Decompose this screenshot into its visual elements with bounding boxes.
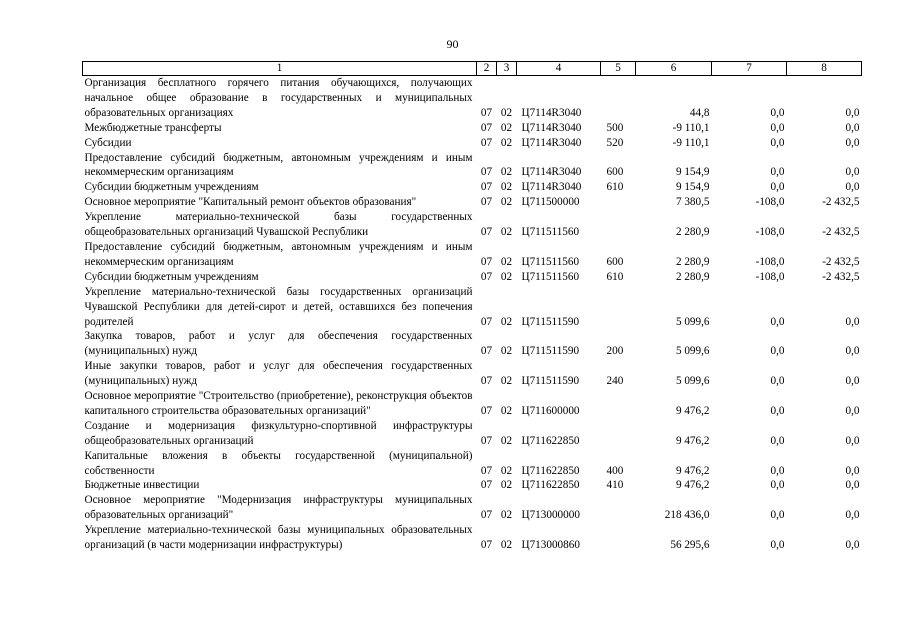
table-row xyxy=(83,449,862,479)
row-subsection: 02 xyxy=(500,196,513,209)
table-row xyxy=(83,285,862,330)
row-expense-type: 500 xyxy=(606,121,624,134)
row-subsection: 02 xyxy=(500,434,513,447)
row-amount-2: 0,0 xyxy=(770,166,785,179)
row-amount-2: 0,0 xyxy=(770,181,785,194)
row-expense-type: 610 xyxy=(606,181,624,194)
row-section: 07 xyxy=(480,226,493,239)
row-section: 07 xyxy=(480,196,493,209)
table-row xyxy=(83,359,862,389)
row-target-code: Ц713000860 xyxy=(521,539,580,552)
row-name: Основное мероприятие "Капитальный ремонт объектов образования" xyxy=(84,196,417,209)
row-name: Субсидии бюджетным учреждениям xyxy=(84,270,259,283)
row-amount-1: 5 099,6 xyxy=(675,345,710,358)
row-section: 07 xyxy=(480,166,493,179)
row-expense-type xyxy=(601,523,636,553)
row-amount-1: 218 436,0 xyxy=(664,509,710,522)
row-target-code: Ц711622850 xyxy=(521,464,580,477)
header-col-8: 8 xyxy=(787,62,862,76)
row-amount-3: 0,0 xyxy=(845,479,860,492)
row-name: Создание и модернизация физкультурно-спортивной инфраструктуры общеобразовательных организаций xyxy=(84,419,473,447)
row-name: Межбюджетные трансферты xyxy=(84,121,222,134)
table-row xyxy=(83,151,862,181)
row-name: Предоставление субсидий бюджетным, автономным учреждениям и иным некоммерческим организациям xyxy=(84,151,473,179)
row-name: Закупка товаров, работ и услуг для обеспечения государственных (муниципальных) нужд xyxy=(84,330,473,358)
row-amount-3: 0,0 xyxy=(845,345,860,358)
row-section: 07 xyxy=(480,479,493,492)
row-expense-type: 520 xyxy=(606,136,624,149)
row-amount-3: 0,0 xyxy=(845,464,860,477)
row-amount-2: 0,0 xyxy=(770,136,785,149)
table-row xyxy=(83,210,862,240)
header-col-5: 5 xyxy=(601,62,636,76)
row-subsection: 02 xyxy=(500,136,513,149)
row-expense-type: 610 xyxy=(606,270,624,283)
table-row xyxy=(83,240,862,270)
row-amount-3: 0,0 xyxy=(845,181,860,194)
table-row xyxy=(83,76,862,121)
row-name: Укрепление материально-технической базы государственных организаций Чувашской Республики для детей-сирот и детей, оставшихся без попечения родителей xyxy=(84,285,473,328)
row-section: 07 xyxy=(480,375,493,388)
row-amount-1: 9 476,2 xyxy=(675,404,710,417)
row-section: 07 xyxy=(480,404,493,417)
table-row xyxy=(83,523,862,553)
row-name: Субсидии xyxy=(84,136,132,149)
row-amount-2: -108,0 xyxy=(755,270,785,283)
row-subsection: 02 xyxy=(500,166,513,179)
row-subsection: 02 xyxy=(500,404,513,417)
row-amount-2: 0,0 xyxy=(770,464,785,477)
row-amount-2: 0,0 xyxy=(770,345,785,358)
row-amount-3: 0,0 xyxy=(845,539,860,552)
row-name: Иные закупки товаров, работ и услуг для обеспечения государственных (муниципальных) нужд xyxy=(84,360,473,388)
row-expense-type xyxy=(601,389,636,419)
row-amount-1: 7 380,5 xyxy=(675,196,710,209)
table-header-row xyxy=(83,62,862,76)
row-name: Основное мероприятие "Строительство (приобретение), реконструкция объектов капитального строительства образовательных организаций" xyxy=(84,390,473,417)
row-amount-2: 0,0 xyxy=(770,434,785,447)
row-amount-2: 0,0 xyxy=(770,479,785,492)
table-row xyxy=(83,136,862,151)
row-amount-3: -2 432,5 xyxy=(822,226,860,239)
row-amount-1: -9 110,1 xyxy=(672,136,710,149)
row-section: 07 xyxy=(480,255,493,268)
row-amount-2: 0,0 xyxy=(770,539,785,552)
row-subsection: 02 xyxy=(500,181,513,194)
row-name: Капитальные вложения в объекты государственной (муниципальной) собственности xyxy=(84,449,473,477)
header-col-3: 3 xyxy=(497,62,517,76)
row-amount-3: 0,0 xyxy=(845,509,860,522)
row-name: Организация бесплатного горячего питания обучающихся, получающих начальное общее образование в государственных и муниципальных образовательных организациях xyxy=(84,77,473,119)
row-amount-2: -108,0 xyxy=(755,196,785,209)
table-row xyxy=(83,419,862,449)
row-amount-3: 0,0 xyxy=(845,404,860,417)
row-target-code: Ц711511590 xyxy=(521,345,580,358)
row-name: Предоставление субсидий бюджетным, автономным учреждениям и иным некоммерческим организациям xyxy=(84,240,473,268)
row-section: 07 xyxy=(480,315,493,328)
row-expense-type xyxy=(601,195,636,210)
row-name: Укрепление материально-технической базы государственных общеобразовательных организаций Чувашской Республики xyxy=(84,211,473,239)
row-amount-1: 5 099,6 xyxy=(675,375,710,388)
row-expense-type: 200 xyxy=(606,345,624,358)
row-amount-2: 0,0 xyxy=(770,315,785,328)
row-subsection: 02 xyxy=(500,464,513,477)
table-row xyxy=(83,478,862,493)
table-row xyxy=(83,389,862,419)
row-amount-3: -2 432,5 xyxy=(822,196,860,209)
row-subsection: 02 xyxy=(500,479,513,492)
row-amount-2: -108,0 xyxy=(755,255,785,268)
row-target-code: Ц711600000 xyxy=(521,404,580,417)
page-number: 90 xyxy=(446,37,459,51)
row-amount-3: 0,0 xyxy=(845,106,860,119)
row-section: 07 xyxy=(480,464,493,477)
row-section: 07 xyxy=(480,434,493,447)
row-target-code: Ц7114R3040 xyxy=(521,181,582,194)
row-target-code: Ц713000000 xyxy=(521,509,580,522)
row-expense-type: 240 xyxy=(606,375,624,388)
row-amount-1: 9 476,2 xyxy=(675,479,710,492)
row-expense-type xyxy=(601,76,636,121)
row-amount-2: -108,0 xyxy=(755,226,785,239)
row-name: Бюджетные инвестиции xyxy=(84,479,200,492)
row-name: Укрепление материально-технической базы муниципальных образовательных организаций (в части модернизации инфраструктуры) xyxy=(84,524,473,552)
table-row xyxy=(83,270,862,285)
row-amount-3: 0,0 xyxy=(845,315,860,328)
row-target-code: Ц7114R3040 xyxy=(521,166,582,179)
row-section: 07 xyxy=(480,181,493,194)
row-section: 07 xyxy=(480,136,493,149)
row-amount-1: 5 099,6 xyxy=(675,315,710,328)
row-target-code: Ц7114R3040 xyxy=(521,121,582,134)
row-target-code: Ц711622850 xyxy=(521,479,580,492)
row-amount-3: 0,0 xyxy=(845,121,860,134)
row-expense-type: 600 xyxy=(606,166,624,179)
row-subsection: 02 xyxy=(500,539,513,552)
header-col-1: 1 xyxy=(83,62,477,76)
row-amount-1: 9 154,9 xyxy=(675,166,710,179)
row-amount-1: 44,8 xyxy=(689,106,710,119)
row-subsection: 02 xyxy=(500,255,513,268)
row-amount-1: 9 476,2 xyxy=(675,434,710,447)
row-section: 07 xyxy=(480,270,493,283)
row-amount-1: 2 280,9 xyxy=(675,270,710,283)
row-subsection: 02 xyxy=(500,106,513,119)
row-expense-type xyxy=(601,285,636,330)
row-section: 07 xyxy=(480,106,493,119)
row-amount-1: 9 476,2 xyxy=(675,464,710,477)
row-section: 07 xyxy=(480,345,493,358)
table-row xyxy=(83,493,862,523)
row-subsection: 02 xyxy=(500,121,513,134)
row-amount-3: 0,0 xyxy=(845,136,860,149)
row-section: 07 xyxy=(480,539,493,552)
row-subsection: 02 xyxy=(500,270,513,283)
row-amount-1: 2 280,9 xyxy=(675,226,710,239)
table-row xyxy=(83,195,862,210)
row-subsection: 02 xyxy=(500,375,513,388)
row-target-code: Ц711511590 xyxy=(521,315,580,328)
row-subsection: 02 xyxy=(500,315,513,328)
row-amount-3: 0,0 xyxy=(845,434,860,447)
row-amount-2: 0,0 xyxy=(770,509,785,522)
row-amount-2: 0,0 xyxy=(770,404,785,417)
row-name: Субсидии бюджетным учреждениям xyxy=(84,181,259,194)
row-amount-1: 9 154,9 xyxy=(675,181,710,194)
row-subsection: 02 xyxy=(500,345,513,358)
row-amount-2: 0,0 xyxy=(770,121,785,134)
row-amount-3: -2 432,5 xyxy=(822,270,860,283)
row-target-code: Ц711622850 xyxy=(521,434,580,447)
row-amount-3: 0,0 xyxy=(845,166,860,179)
row-expense-type: 410 xyxy=(606,479,624,492)
row-target-code: Ц7114R3040 xyxy=(521,106,582,119)
row-amount-1: 2 280,9 xyxy=(675,255,710,268)
table-row xyxy=(83,329,862,359)
row-amount-2: 0,0 xyxy=(770,106,785,119)
row-amount-1: -9 110,1 xyxy=(672,121,710,134)
table-row xyxy=(83,180,862,195)
row-expense-type xyxy=(601,210,636,240)
row-amount-1: 56 295,6 xyxy=(670,539,710,552)
row-subsection: 02 xyxy=(500,509,513,522)
row-target-code: Ц711500000 xyxy=(521,196,580,209)
row-amount-3: -2 432,5 xyxy=(822,255,860,268)
header-col-7: 7 xyxy=(712,62,787,76)
row-amount-2: 0,0 xyxy=(770,375,785,388)
header-col-2: 2 xyxy=(477,62,497,76)
row-subsection: 02 xyxy=(500,226,513,239)
row-expense-type: 600 xyxy=(606,255,624,268)
row-section: 07 xyxy=(480,121,493,134)
row-expense-type xyxy=(601,419,636,449)
row-expense-type xyxy=(601,493,636,523)
row-target-code: Ц711511590 xyxy=(521,375,580,388)
row-target-code: Ц711511560 xyxy=(521,226,580,239)
table-row xyxy=(83,121,862,136)
budget-table xyxy=(82,61,862,553)
header-col-6: 6 xyxy=(636,62,712,76)
row-amount-3: 0,0 xyxy=(845,375,860,388)
header-col-4: 4 xyxy=(517,62,601,76)
row-target-code: Ц711511560 xyxy=(521,270,580,283)
row-target-code: Ц7114R3040 xyxy=(521,136,582,149)
row-section: 07 xyxy=(480,509,493,522)
row-target-code: Ц711511560 xyxy=(521,255,580,268)
row-name: Основное мероприятие "Модернизация инфраструктуры муниципальных образовательных организаций" xyxy=(84,494,473,522)
row-expense-type: 400 xyxy=(606,464,624,477)
